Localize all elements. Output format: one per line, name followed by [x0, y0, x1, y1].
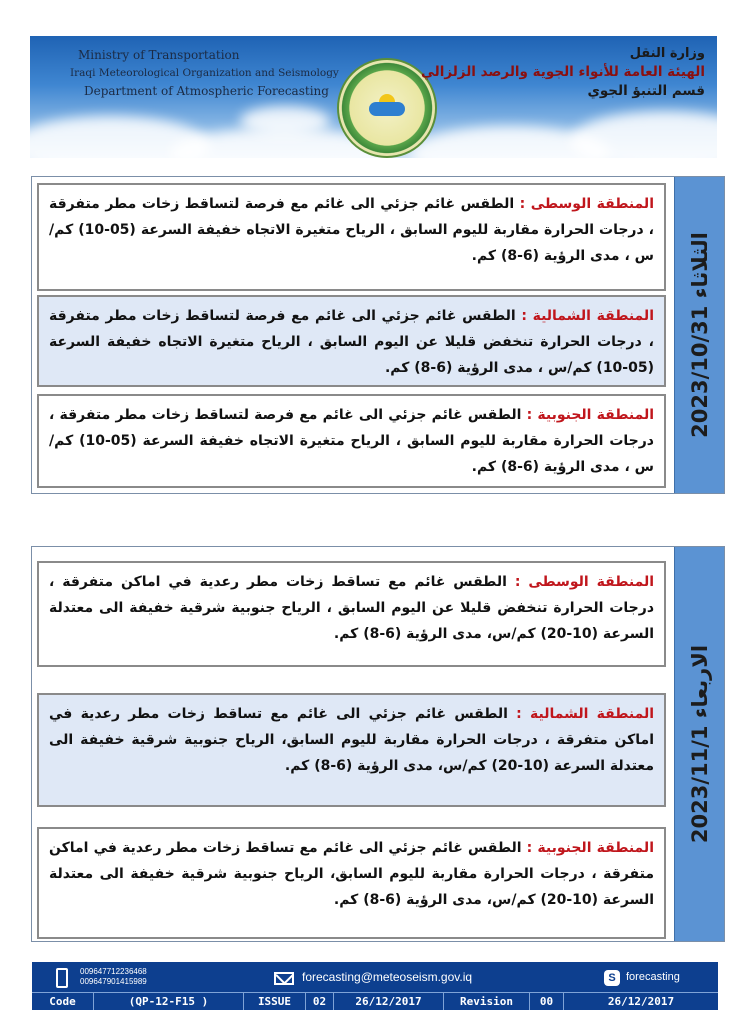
header-english: [70, 46, 339, 100]
day-forecast-block: [31, 546, 725, 942]
skype-icon: S: [604, 970, 620, 986]
code-value: (QP-12-F15 ): [94, 993, 244, 1010]
header-banner: [30, 36, 717, 158]
phone-number: 009647712236468: [80, 967, 147, 976]
region-label: المنطقة الجنوبية :: [526, 407, 655, 423]
region-forecast-text: الطقس غائم جزئي الى غائم مع تساقط زخات مطر رعدية في اماكن متفرقة ، درجات الحرارة مقاربة لليوم السابق، الرياح جنوبية شرقية خفيفة الى معتدلة السرعة (10-20) كم/س، مدى الرؤية (6-8) كم.: [49, 706, 654, 774]
phone-icon: [56, 968, 68, 988]
organization-name-ar: الهيئة العامة للأنواء الجوية والرصد الزلزالي: [420, 64, 705, 80]
region-forecast-box: [37, 394, 666, 488]
day-label-band: [674, 177, 724, 493]
region-forecast-text: الطقس غائم مع تساقط زخات مطر رعدية في اماكن متفرقة ، درجات الحرارة تنخفض قليلا عن اليوم السابق ، الرياح جنوبية شرقية خفيفة الى معتدلة السرعة (10-20) كم/س، مدى الرؤية (6-8) كم.: [49, 574, 654, 642]
phone-numbers: [80, 967, 147, 987]
region-forecast-box: [37, 693, 666, 807]
region-label: المنطقة الجنوبية :: [526, 840, 654, 856]
region-forecast-text: الطقس غائم جزئي الى غائم مع فرصة لتساقط زخات مطر متفرقة ، درجات الحرارة مقاربة لليوم السابق ، الرياح متغيرة الاتجاه خفيفة السرعة (05-10) كم/س ، مدى الرؤية (6-8) كم.: [49, 407, 654, 475]
day-forecast-block: [31, 176, 725, 494]
phone-number: 009647901415989: [80, 977, 147, 986]
code-label: Code: [32, 993, 94, 1010]
revision-number: 00: [530, 993, 564, 1010]
region-forecast-box: [37, 183, 666, 291]
header-arabic: [421, 44, 705, 101]
region-forecast-box: [37, 561, 666, 667]
day-label: الثلاثاء 2023/10/31: [687, 232, 712, 438]
footer: [32, 962, 718, 1010]
issue-label: ISSUE: [244, 993, 306, 1010]
ministry-name-ar: وزارة النقل: [629, 46, 705, 61]
document-control-bar: [32, 992, 718, 1010]
department-name-ar: قسم التنبؤ الجوي: [587, 83, 705, 99]
revision-date: 26/12/2017: [607, 995, 675, 1008]
organization-name-en: Iraqi Meteorological Organization and Seismology: [70, 67, 339, 79]
region-forecast-box: [37, 295, 666, 387]
email-address[interactable]: forecasting@meteoseism.gov.iq: [302, 970, 473, 984]
region-forecast-text: الطقس غائم جزئي الى غائم مع تساقط زخات مطر رعدية في اماكن متفرقة ، درجات الحرارة مقاربة لليوم السابق، الرياح جنوبية شرقية خفيفة الى معتدلة السرعة (10-20) كم/س، مدى الرؤية (6-8) كم.: [49, 840, 654, 908]
region-forecast-box: [37, 827, 666, 939]
region-forecast-text: الطقس غائم جزئي الى غائم مع فرصة لتساقط زخات مطر متفرقة ، درجات الحرارة مقاربة لليوم السابق ، الرياح متغيرة الاتجاه خفيفة السرعة (05-10) كم/س ، مدى الرؤية (6-8) كم.: [49, 196, 654, 264]
day-label: الاربعاء 2023/11/1: [687, 644, 712, 844]
day-label-band: [674, 547, 724, 941]
issue-date: 26/12/2017: [334, 993, 444, 1010]
issue-number: 02: [306, 993, 334, 1010]
mail-icon: [274, 972, 294, 985]
ministry-name-en: Ministry of Transportation: [78, 48, 240, 62]
revision-label: Revision: [444, 993, 530, 1010]
department-name-en: Department of Atmospheric Forecasting: [84, 84, 329, 98]
skype-handle: forecasting: [626, 971, 680, 983]
region-label: المنطقة الوسطى :: [519, 196, 654, 212]
region-label: المنطقة الشمالية :: [516, 706, 655, 722]
region-label: المنطقة الوسطى :: [514, 574, 655, 590]
region-label: المنطقة الشمالية :: [521, 308, 654, 324]
region-forecast-text: الطقس غائم جزئي الى غائم مع فرصة لتساقط زخات مطر متفرقة ، درجات الحرارة تنخفض قليلا عن اليوم السابق ، الرياح متغيرة الاتجاه خفيفة السرعة (05-10) كم/س ، مدى الرؤية (6-8) كم.: [49, 308, 654, 376]
